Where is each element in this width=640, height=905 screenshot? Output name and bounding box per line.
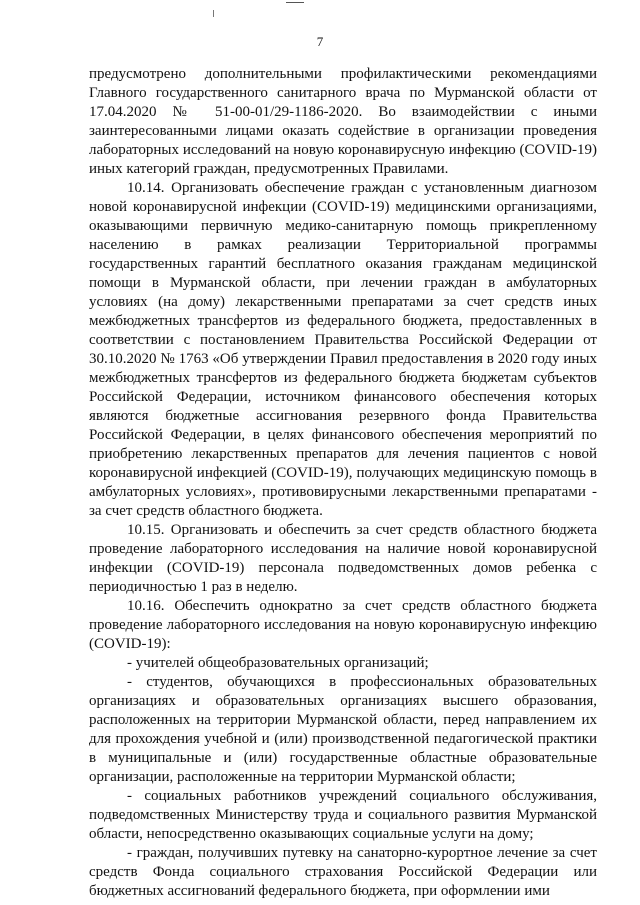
paragraph-10-16: 10.16. Обеспечить однократно за счет средств областного бюджета проведение лабораторного исследования на новую коронавирусную инфекцию (COVID-19):	[89, 598, 597, 652]
paragraph-10-14: 10.14. Организовать обеспечение граждан с установленным диагнозом новой коронавирусной инфекции (COVID-19) медицинскими организациями, оказывающими первичную медико-санитарную помощь прикрепленному населению в рамках реализации Территориальной программы государственных гарантий бесплатного оказания гражданам медицинской помощи в Мурманской области, при лечении граждан в амбулаторных условиях (на дому) лекарственными препаратами за счет средств иных межбюджетных трансфертов из федерального бюджета, предоставленных в соответствии с постановлением Правительства Российской Федерации от 30.10.2020 № 1763 «Об утверждении Правил предоставления в 2020 году иных межбюджетных трансфертов из федерального бюджета бюджетам субъектов Российской Федерации, источником финансового обеспечения которых являются бюджетные ассигнования резервного фонда Правительства Российской Федерации, в целях финансового обеспечения мероприятий по приобретению лекарственных препаратов для лечения пациентов с новой коронавирусной инфекцией (COVID-19), получающих медицинскую помощь в амбулаторных условиях», противовирусными лекарственными препаратами - за счет средств областного бюджета.	[89, 180, 597, 519]
page-number: 7	[316, 34, 324, 49]
scan-artifact-line	[286, 2, 304, 3]
paragraph-continuation: предусмотрено дополнительными профилактическими рекомендациями Главного государственного санитарного врача по Мурманской области от 17.04.2020 № 51-00-01/29-1186-2020. Во взаимодействии с иными заинтересованными лицами оказать содействие в организации проведения лабораторных исследований на новую коронавирусную инфекцию (COVID-19) иных категорий граждан, предусмотренных Правилами.	[89, 66, 597, 177]
list-item-sanatorium-citizens: - граждан, получивших путевку на санаторно-курортное лечение за счет средств Фонда социального страхования Российской Федерации или бюджетных ассигнований федерального бюджета, при оформлении ими	[89, 845, 597, 899]
list-item-teachers: - учителей общеобразовательных организаций;	[127, 655, 429, 671]
scan-artifact-tick	[213, 10, 214, 17]
list-item-students: - студентов, обучающихся в профессиональных образовательных организациях и образовательных организациях высшего образования, расположенных на территории Мурманской области, перед направлением их для прохождения учебной и (или) производственной педагогической практики в муниципальные и (или) государственные областные образовательные организации, расположенные на территории Мурманской области;	[89, 674, 597, 785]
list-item-social-workers: - социальных работников учреждений социального обслуживания, подведомственных Министерству труда и социального развития Мурманской области, непосредственно оказывающих социальные услуги на дому;	[89, 788, 597, 842]
paragraph-10-15: 10.15. Организовать и обеспечить за счет средств областного бюджета проведение лабораторного исследования на наличие новой коронавирусной инфекции (COVID-19) персонала подведомственных домов ребенка с периодичностью 1 раз в неделю.	[89, 522, 597, 595]
document-body	[89, 65, 597, 901]
